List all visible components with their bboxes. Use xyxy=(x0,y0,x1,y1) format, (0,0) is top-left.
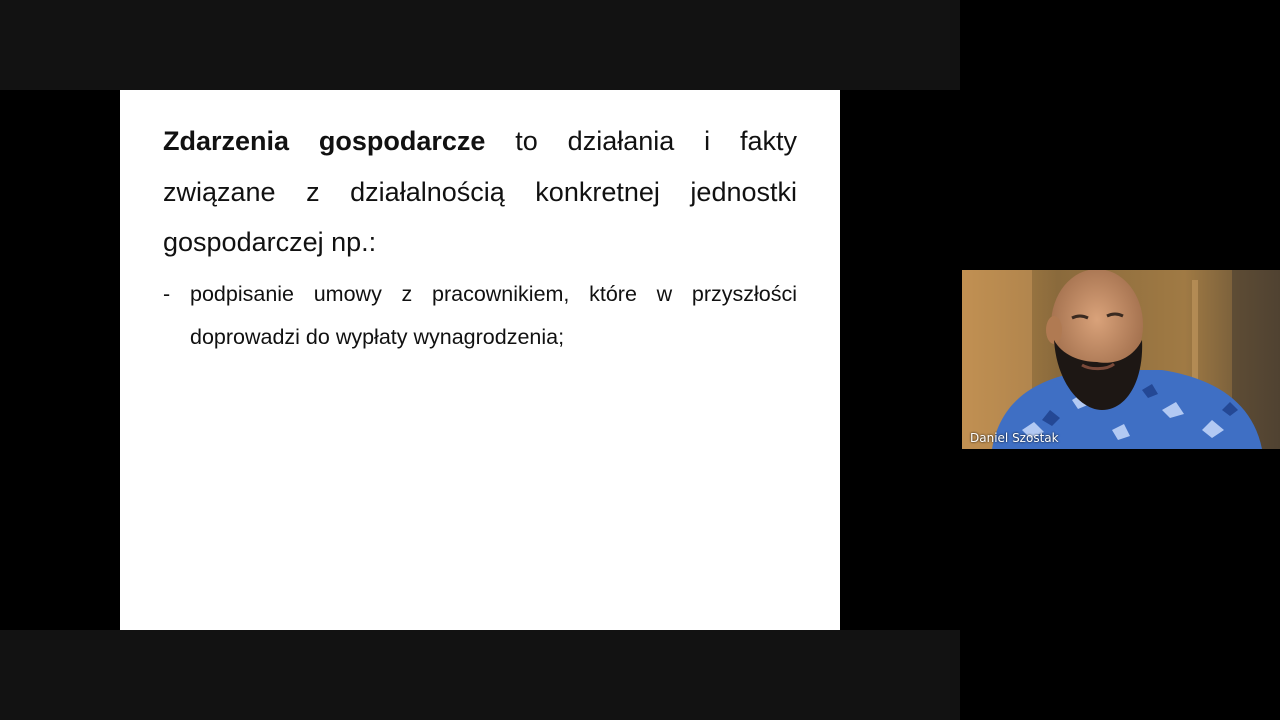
slide-bullet-item xyxy=(163,273,797,358)
share-top-band xyxy=(0,0,960,90)
participant-video-icon xyxy=(962,270,1280,449)
share-bottom-band xyxy=(0,630,960,720)
presentation-slide xyxy=(120,90,840,630)
bullet-marker: - xyxy=(163,282,171,306)
slide-paragraph-bold: Zdarzenia gospodarcze xyxy=(163,126,486,156)
bullet-text: podpisanie umowy z pracownikiem, które w przyszłości doprowadzi do wypłaty wynagrodzenia; xyxy=(190,282,797,349)
participant-name-label: Daniel Szostak xyxy=(970,431,1059,445)
slide-paragraph xyxy=(163,116,797,268)
slide-paragraph-text: to działania i fakty związane z działalnością konkretnej jednostki gospodarczej np.: xyxy=(163,126,797,257)
participant-video-tile[interactable] xyxy=(962,270,1280,449)
